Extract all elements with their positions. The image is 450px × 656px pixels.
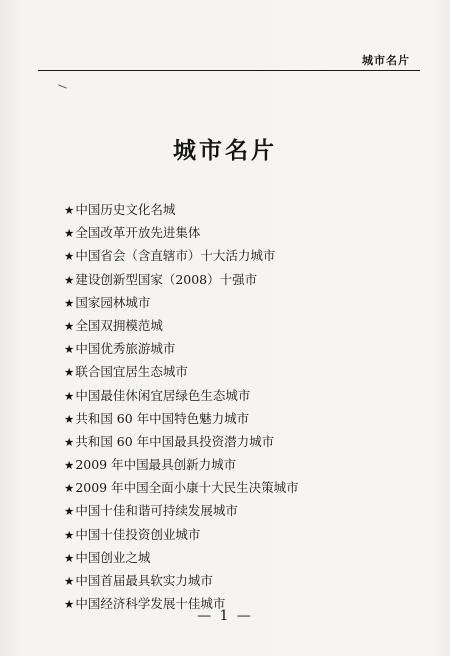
star-icon: ★ bbox=[64, 550, 75, 565]
star-icon: ★ bbox=[64, 458, 75, 473]
star-icon: ★ bbox=[64, 481, 75, 496]
list-item bbox=[64, 453, 299, 476]
star-icon: ★ bbox=[64, 434, 75, 449]
entry-text: 2009 年中国最具创新力城市 bbox=[75, 457, 237, 473]
entry-text: 中国优秀旅游城市 bbox=[75, 341, 176, 357]
entry-text: 共和国 60 年中国特色魅力城市 bbox=[75, 410, 250, 426]
list-item bbox=[64, 499, 299, 522]
entry-text: 共和国 60 年中国最具投资潜力城市 bbox=[75, 433, 275, 449]
star-icon: ★ bbox=[64, 574, 75, 588]
list-item bbox=[64, 569, 299, 592]
page-title: 城市名片 bbox=[173, 137, 277, 164]
list-item bbox=[64, 476, 299, 499]
star-icon: ★ bbox=[64, 504, 75, 519]
entry-text: 建设创新型国家（2008）十强市 bbox=[75, 271, 258, 287]
star-icon: ★ bbox=[64, 388, 75, 403]
entry-text: 全国改革开放先进集体 bbox=[75, 225, 201, 241]
star-icon: ★ bbox=[64, 226, 75, 241]
honor-list bbox=[64, 198, 299, 615]
list-item bbox=[64, 221, 299, 244]
list-item bbox=[64, 314, 299, 337]
entry-text: 2009 年中国全面小康十大民生决策城市 bbox=[75, 480, 299, 496]
list-item bbox=[64, 360, 299, 383]
entry-text: 中国省会（含直辖市）十大活力城市 bbox=[75, 248, 276, 264]
entry-text: 中国历史文化名城 bbox=[75, 202, 176, 217]
entry-text: 中国首届最具软实力城市 bbox=[75, 573, 213, 588]
list-item bbox=[64, 337, 299, 360]
star-icon: ★ bbox=[64, 318, 75, 333]
list-item bbox=[64, 291, 299, 314]
entry-text: 联合国宜居生态城市 bbox=[75, 364, 188, 380]
star-icon: ★ bbox=[64, 203, 75, 217]
header-rule bbox=[38, 70, 420, 71]
entry-text: 中国十佳和谐可持续发展城市 bbox=[75, 503, 238, 519]
list-item bbox=[64, 268, 299, 291]
entry-text: 全国双拥模范城 bbox=[75, 317, 163, 333]
star-icon: ★ bbox=[64, 272, 75, 287]
page-number: — 1 — bbox=[197, 608, 253, 624]
list-item bbox=[64, 523, 299, 546]
star-icon: ★ bbox=[64, 411, 75, 426]
list-item bbox=[64, 244, 299, 267]
star-icon: ★ bbox=[64, 527, 75, 542]
star-icon: ★ bbox=[64, 249, 75, 264]
entry-text: 国家园林城市 bbox=[75, 294, 151, 310]
entry-text: 中国经济科学发展十佳城市 bbox=[75, 596, 226, 612]
entry-text: 中国创业之城 bbox=[75, 549, 151, 565]
list-item bbox=[64, 407, 299, 430]
entry-text: 中国十佳投资创业城市 bbox=[75, 526, 201, 542]
list-item bbox=[64, 430, 299, 453]
running-header: 城市名片 bbox=[362, 54, 410, 67]
stray-mark bbox=[58, 84, 67, 88]
list-item bbox=[64, 546, 299, 569]
list-item bbox=[64, 384, 299, 407]
star-icon: ★ bbox=[64, 342, 75, 357]
entry-text: 中国最佳休闲宜居绿色生态城市 bbox=[75, 387, 251, 403]
star-icon: ★ bbox=[64, 365, 75, 380]
star-icon: ★ bbox=[64, 295, 75, 310]
list-item bbox=[64, 198, 299, 221]
star-icon: ★ bbox=[64, 597, 75, 612]
